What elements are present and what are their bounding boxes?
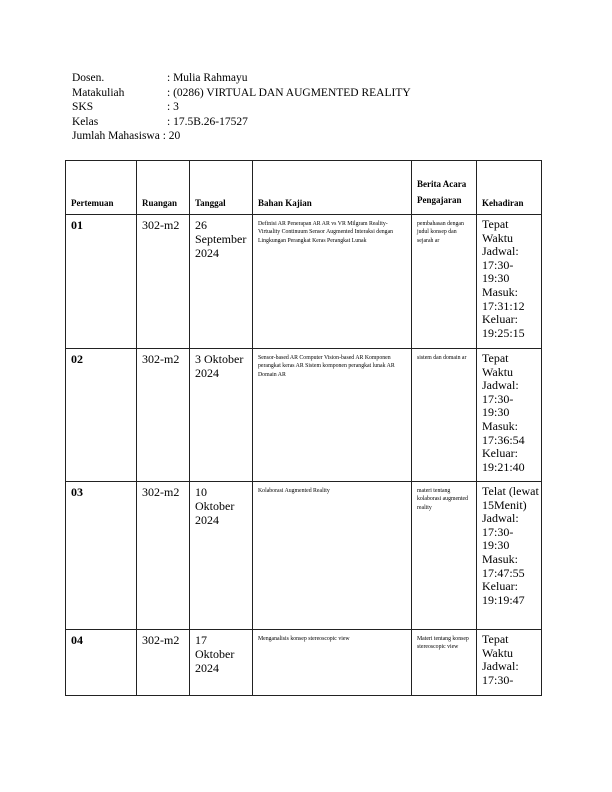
pertemuan-cell: 02 <box>66 349 137 482</box>
matakuliah-row <box>72 86 411 101</box>
pertemuan-cell: 01 <box>66 215 137 349</box>
matakuliah-value: : (0286) VIRTUAL DAN AUGMENTED REALITY <box>167 86 411 99</box>
kehadiran-cell: Tepat Waktu Jadwal: 17:30- <box>477 630 542 696</box>
pertemuan-cell: 04 <box>66 630 137 696</box>
dosen-label: Dosen. <box>72 72 105 84</box>
sks-row <box>72 100 180 115</box>
ruangan-cell: 302-m2 <box>137 482 190 630</box>
col-header-ruangan: Ruangan <box>137 161 190 215</box>
table-row <box>66 630 542 696</box>
berita-cell: Materi tentang konsep stereoscopic view <box>412 630 477 696</box>
bahan-cell: Menganalisis konsep stereoscopic view <box>253 630 412 696</box>
kehadiran-cell: Tepat Waktu Jadwal: 17:30-19:30 Masuk: 17:36:54 Keluar: 19:21:40 <box>477 349 542 482</box>
kelas-value: : 17.5B.26-17527 <box>167 115 248 128</box>
dosen-value: : Mulia Rahmayu <box>167 72 248 84</box>
pertemuan-cell: 03 <box>66 482 137 630</box>
tanggal-cell: 17 Oktober 2024 <box>190 630 253 696</box>
ruangan-cell: 302-m2 <box>137 630 190 696</box>
table-row <box>66 482 542 630</box>
tanggal-cell: 3 Oktober 2024 <box>190 349 253 482</box>
matakuliah-label: Matakuliah <box>72 86 125 99</box>
jumlah-label: Jumlah Mahasiswa <box>72 130 160 143</box>
sks-value: : 3 <box>167 101 179 114</box>
sks-label: SKS <box>72 101 94 114</box>
bahan-cell: Definisi AR Penerapan AR AR vs VR Milgram Reality-Virtuality Continuum Sensor Augmented Interaksi dengan Lingkungan Perangkat Keras Perangkat Lunak <box>253 215 412 349</box>
table-header-row <box>66 161 542 215</box>
dosen-row <box>72 71 248 86</box>
kehadiran-cell: Telat (lewat 15Menit) Jadwal: 17:30-19:30 Masuk: 17:47:55 Keluar: 19:19:47 <box>477 482 542 630</box>
kelas-row <box>72 115 248 130</box>
course-info <box>72 71 411 144</box>
ruangan-cell: 302-m2 <box>137 215 190 349</box>
tanggal-cell: 26 September 2024 <box>190 215 253 349</box>
ruangan-cell: 302-m2 <box>137 349 190 482</box>
col-header-kehadiran: Kehadiran <box>477 161 542 215</box>
col-header-tanggal: Tanggal <box>190 161 253 215</box>
berita-cell: sistem dan domain ar <box>412 349 477 482</box>
kelas-label: Kelas <box>72 115 99 128</box>
kehadiran-cell: Tepat Waktu Jadwal: 17:30-19:30 Masuk: 17:31:12 Keluar: 19:25:15 <box>477 215 542 349</box>
attendance-table <box>65 160 542 696</box>
col-header-bahan: Bahan Kajian <box>253 161 412 215</box>
tanggal-cell: 10 Oktober 2024 <box>190 482 253 630</box>
jumlah-value: : 20 <box>162 130 181 143</box>
bahan-cell: Sensor-based AR Computer Vision-based AR Komponen perangkat keras AR Sistem komponen perangkat lunak AR Domain AR <box>253 349 412 482</box>
table-row <box>66 215 542 349</box>
bahan-cell: Kolaborasi Augmented Reality <box>253 482 412 630</box>
jumlah-row <box>72 129 180 144</box>
berita-cell: materi tentang kolaborasi augmented reality <box>412 482 477 630</box>
table-row <box>66 349 542 482</box>
col-header-berita: Berita Acara Pengajaran <box>412 161 477 215</box>
berita-cell: pembahasan dengan judul konsep dan sejarah ar <box>412 215 477 349</box>
col-header-pertemuan: Pertemuan <box>66 161 137 215</box>
